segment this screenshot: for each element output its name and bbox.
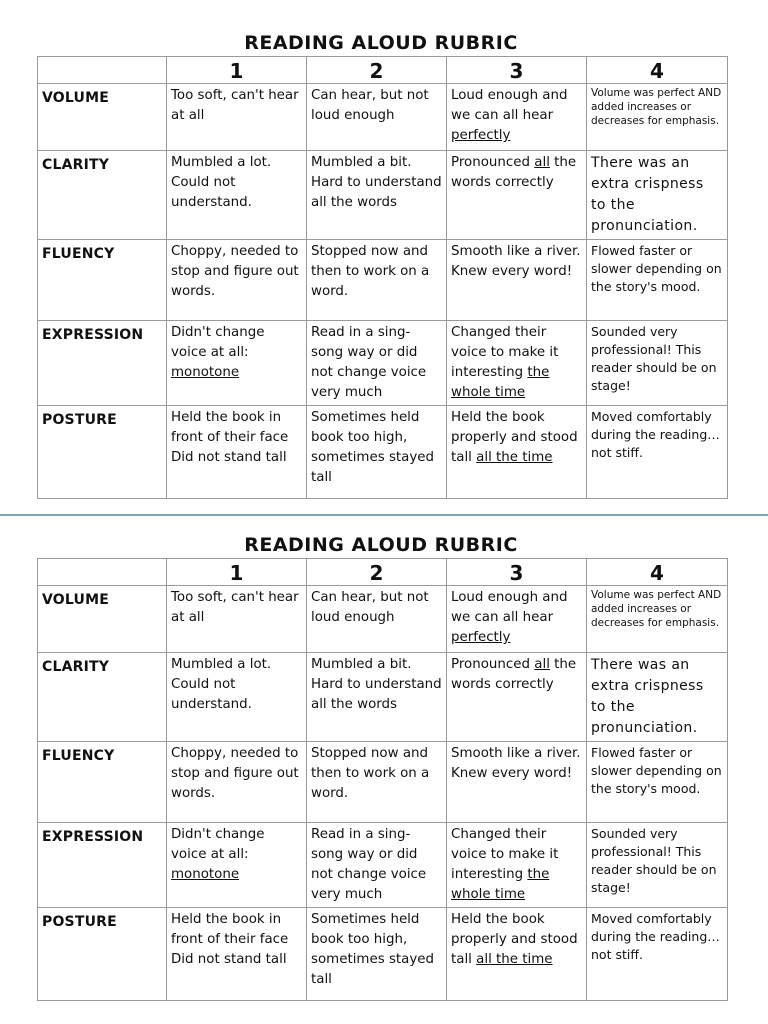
underlined-text: perfectly	[451, 128, 511, 143]
underlined-text: the whole time	[451, 365, 550, 400]
rubric-cell	[307, 653, 447, 742]
underlined-text: all the time	[476, 450, 553, 465]
cell-text: Smooth like a river. Knew every word!	[451, 244, 581, 279]
rubric-cell	[307, 742, 447, 823]
score-header: 3	[447, 57, 587, 84]
criterion-row-volume	[38, 84, 728, 151]
underlined-text: perfectly	[451, 630, 511, 645]
score-header: 1	[167, 57, 307, 84]
rubric-cell	[307, 321, 447, 406]
cell-text: Volume was perfect AND added increases or decreases for emphasis.	[591, 589, 722, 629]
score-header-row	[38, 57, 728, 84]
cell-text: Stopped now and then to work on a word.	[311, 244, 430, 299]
rubric-cell	[587, 84, 728, 151]
criterion-label: VOLUME	[38, 84, 167, 151]
criterion-row-expression	[38, 321, 728, 406]
criterion-row-clarity	[38, 151, 728, 240]
rubric-cell	[167, 321, 307, 406]
cell-text: the words correctly	[451, 155, 577, 190]
score-header: 4	[587, 57, 728, 84]
rubric-title: READING ALOUD RUBRIC	[244, 534, 518, 556]
cell-text: Read in a sing-song way or did not change voice very much	[311, 325, 427, 400]
rubric-cell	[447, 908, 587, 1001]
criterion-row-expression	[38, 823, 728, 908]
rubric-cell	[167, 406, 307, 499]
criterion-row-fluency	[38, 742, 728, 823]
cell-text: Mumbled a lot. Could not understand.	[171, 657, 272, 712]
blank-header-cell	[38, 57, 167, 84]
rubric-cell	[167, 586, 307, 653]
criterion-label: EXPRESSION	[38, 321, 167, 406]
cell-text: Moved comfortably during the reading…not stiff.	[591, 409, 720, 460]
rubric-cell	[167, 151, 307, 240]
page-divider-line	[0, 514, 768, 516]
criterion-label: CLARITY	[38, 653, 167, 742]
rubric-bottom	[37, 532, 727, 1001]
cell-text: Mumbled a bit. Hard to understand all the words	[311, 155, 442, 210]
rubric-cell	[447, 742, 587, 823]
underlined-text: all	[534, 155, 550, 170]
cell-text: Can hear, but not loud enough	[311, 590, 429, 625]
cell-text: Changed their voice to make it interesting	[451, 325, 559, 380]
cell-text: Held the book in front of their face Did not stand tall	[171, 912, 289, 967]
rubric-cell	[587, 586, 728, 653]
criterion-label: CLARITY	[38, 151, 167, 240]
rubric-cell	[167, 84, 307, 151]
score-header: 2	[307, 559, 447, 586]
rubric-cell	[587, 908, 728, 1001]
rubric-cell	[307, 240, 447, 321]
criterion-label: FLUENCY	[38, 240, 167, 321]
cell-text: Held the book properly and stood tall	[451, 912, 578, 967]
rubric-table	[37, 56, 728, 499]
underlined-text: all the time	[476, 952, 553, 967]
rubric-cell	[307, 908, 447, 1001]
cell-text: Loud enough and we can all hear	[451, 88, 568, 123]
cell-text: Choppy, needed to stop and figure out words.	[171, 746, 299, 801]
underlined-text: monotone	[171, 867, 240, 882]
rubric-cell	[447, 586, 587, 653]
rubric-cell	[587, 151, 728, 240]
score-header: 2	[307, 57, 447, 84]
rubric-cell	[447, 240, 587, 321]
rubric-cell	[587, 742, 728, 823]
cell-text: Held the book properly and stood tall	[451, 410, 578, 465]
cell-text: Read in a sing-song way or did not change voice very much	[311, 827, 427, 902]
rubric-cell	[167, 742, 307, 823]
cell-text: Sometimes held book too high, sometimes stayed tall	[311, 410, 435, 485]
cell-text: Can hear, but not loud enough	[311, 88, 429, 123]
rubric-cell	[587, 406, 728, 499]
rubric-cell	[587, 653, 728, 742]
cell-text: Sometimes held book too high, sometimes stayed tall	[311, 912, 435, 987]
cell-text: Moved comfortably during the reading…not stiff.	[591, 911, 720, 962]
cell-text: There was an extra crispness to the pronunciation.	[591, 657, 704, 736]
cell-text: Mumbled a bit. Hard to understand all the words	[311, 657, 442, 712]
rubric-cell	[307, 823, 447, 908]
rubric-cell	[587, 823, 728, 908]
criterion-label: POSTURE	[38, 406, 167, 499]
criterion-row-clarity	[38, 653, 728, 742]
criterion-row-fluency	[38, 240, 728, 321]
rubric-cell	[447, 823, 587, 908]
underlined-text: the whole time	[451, 867, 550, 902]
rubric-cell	[587, 321, 728, 406]
cell-text: Smooth like a river. Knew every word!	[451, 746, 581, 781]
score-header: 3	[447, 559, 587, 586]
cell-text: Sounded very professional! This reader should be on stage!	[591, 324, 717, 393]
criterion-label: POSTURE	[38, 908, 167, 1001]
rubric-title: READING ALOUD RUBRIC	[244, 32, 518, 54]
cell-text: Too soft, can't hear at all	[171, 590, 299, 625]
cell-text: Didn't change voice at all:	[171, 325, 265, 360]
score-header-row	[38, 559, 728, 586]
rubric-cell	[307, 151, 447, 240]
criterion-label: EXPRESSION	[38, 823, 167, 908]
cell-text: Choppy, needed to stop and figure out words.	[171, 244, 299, 299]
rubric-cell	[167, 908, 307, 1001]
criterion-row-posture	[38, 406, 728, 499]
rubric-top	[37, 30, 727, 499]
cell-text: Held the book in front of their face Did not stand tall	[171, 410, 289, 465]
rubric-cell	[307, 84, 447, 151]
cell-text: Too soft, can't hear at all	[171, 88, 299, 123]
cell-text: Loud enough and we can all hear	[451, 590, 568, 625]
cell-text: the words correctly	[451, 657, 577, 692]
cell-text: Pronounced	[451, 155, 535, 170]
rubric-cell	[447, 151, 587, 240]
cell-text: Sounded very professional! This reader should be on stage!	[591, 826, 717, 895]
rubric-cell	[447, 406, 587, 499]
underlined-text: all	[534, 657, 550, 672]
rubric-cell	[307, 406, 447, 499]
criterion-label: FLUENCY	[38, 742, 167, 823]
cell-text: Flowed faster or slower depending on the story's mood.	[591, 745, 722, 796]
cell-text: Mumbled a lot. Could not understand.	[171, 155, 272, 210]
criterion-label: VOLUME	[38, 586, 167, 653]
rubric-cell	[587, 240, 728, 321]
rubric-cell	[447, 321, 587, 406]
underlined-text: monotone	[171, 365, 240, 380]
cell-text: Flowed faster or slower depending on the story's mood.	[591, 243, 722, 294]
cell-text: Changed their voice to make it interesting	[451, 827, 559, 882]
cell-text: Didn't change voice at all:	[171, 827, 265, 862]
score-header: 1	[167, 559, 307, 586]
cell-text: Stopped now and then to work on a word.	[311, 746, 430, 801]
cell-text: Volume was perfect AND added increases or decreases for emphasis.	[591, 87, 722, 127]
cell-text: There was an extra crispness to the pronunciation.	[591, 155, 704, 234]
criterion-row-posture	[38, 908, 728, 1001]
rubric-cell	[447, 653, 587, 742]
rubric-cell	[167, 240, 307, 321]
score-header: 4	[587, 559, 728, 586]
rubric-cell	[167, 823, 307, 908]
cell-text: Pronounced	[451, 657, 535, 672]
blank-header-cell	[38, 559, 167, 586]
criterion-row-volume	[38, 586, 728, 653]
rubric-cell	[167, 653, 307, 742]
rubric-cell	[307, 586, 447, 653]
rubric-table	[37, 558, 728, 1001]
rubric-cell	[447, 84, 587, 151]
